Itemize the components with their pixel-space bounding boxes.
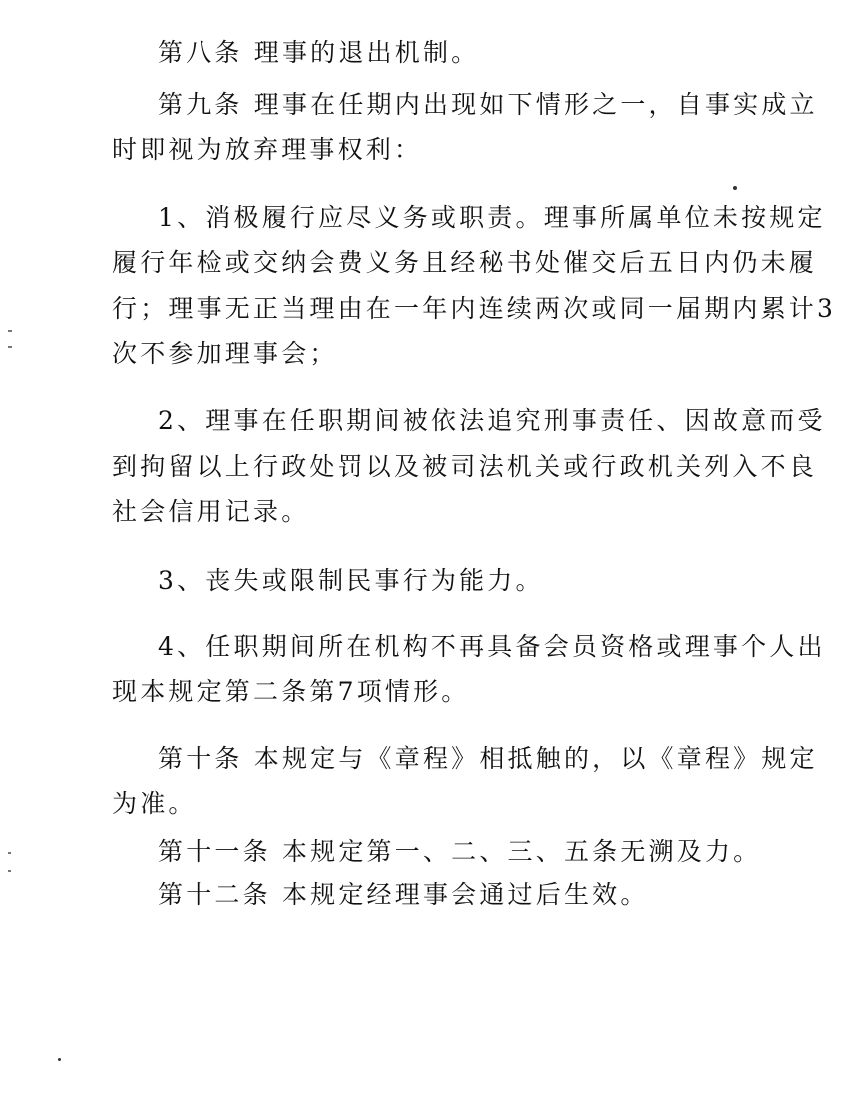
article-12: 第十二条 本规定经理事会通过后生效。 xyxy=(158,880,649,909)
article-8-heading: 第八条 理事的退出机制。 xyxy=(158,38,480,67)
article-9-item-1-line-3: 行；理事无正当理由在一年内连续两次或同一届期内累计3 xyxy=(112,294,837,323)
article-9-item-2-line-3: 社会信用记录。 xyxy=(112,497,310,526)
article-9-item-1-line-2: 履行年检或交纳会费义务且经秘书处催交后五日内仍未履 xyxy=(112,248,818,277)
article-9-item-4-line-2: 现本规定第二条第7项情形。 xyxy=(112,677,470,706)
article-9-item-2-line-1: 2、理事在任职期间被依法追究刑事责任、因故意而受 xyxy=(158,406,826,435)
article-9-item-4-line-1: 4、任职期间所在机构不再具备会员资格或理事个人出 xyxy=(158,632,826,661)
scan-edge-mark xyxy=(8,330,12,332)
scan-speck xyxy=(58,1058,61,1061)
article-9-line-2: 时即视为放弃理事权利： xyxy=(112,135,423,164)
article-9-item-1-line-1: 1、消极履行应尽义务或职责。理事所属单位未按规定 xyxy=(158,203,826,232)
article-9-line-1: 第九条 理事在任期内出现如下情形之一，自事实成立 xyxy=(158,90,818,119)
article-9-item-2-line-2: 到拘留以上行政处罚以及被司法机关或行政机关列入不良 xyxy=(112,452,818,481)
article-10-line-1: 第十条 本规定与《章程》相抵触的，以《章程》规定 xyxy=(158,744,818,773)
article-9-item-3: 3、丧失或限制民事行为能力。 xyxy=(158,566,544,595)
scan-edge-mark xyxy=(8,870,11,872)
scan-edge-mark xyxy=(8,346,12,348)
scan-speck xyxy=(733,186,737,190)
article-11: 第十一条 本规定第一、二、三、五条无溯及力。 xyxy=(158,837,762,866)
article-9-item-1-line-4: 次不参加理事会； xyxy=(112,339,338,368)
scan-edge-mark xyxy=(8,852,11,854)
article-10-line-2: 为准。 xyxy=(112,789,197,818)
